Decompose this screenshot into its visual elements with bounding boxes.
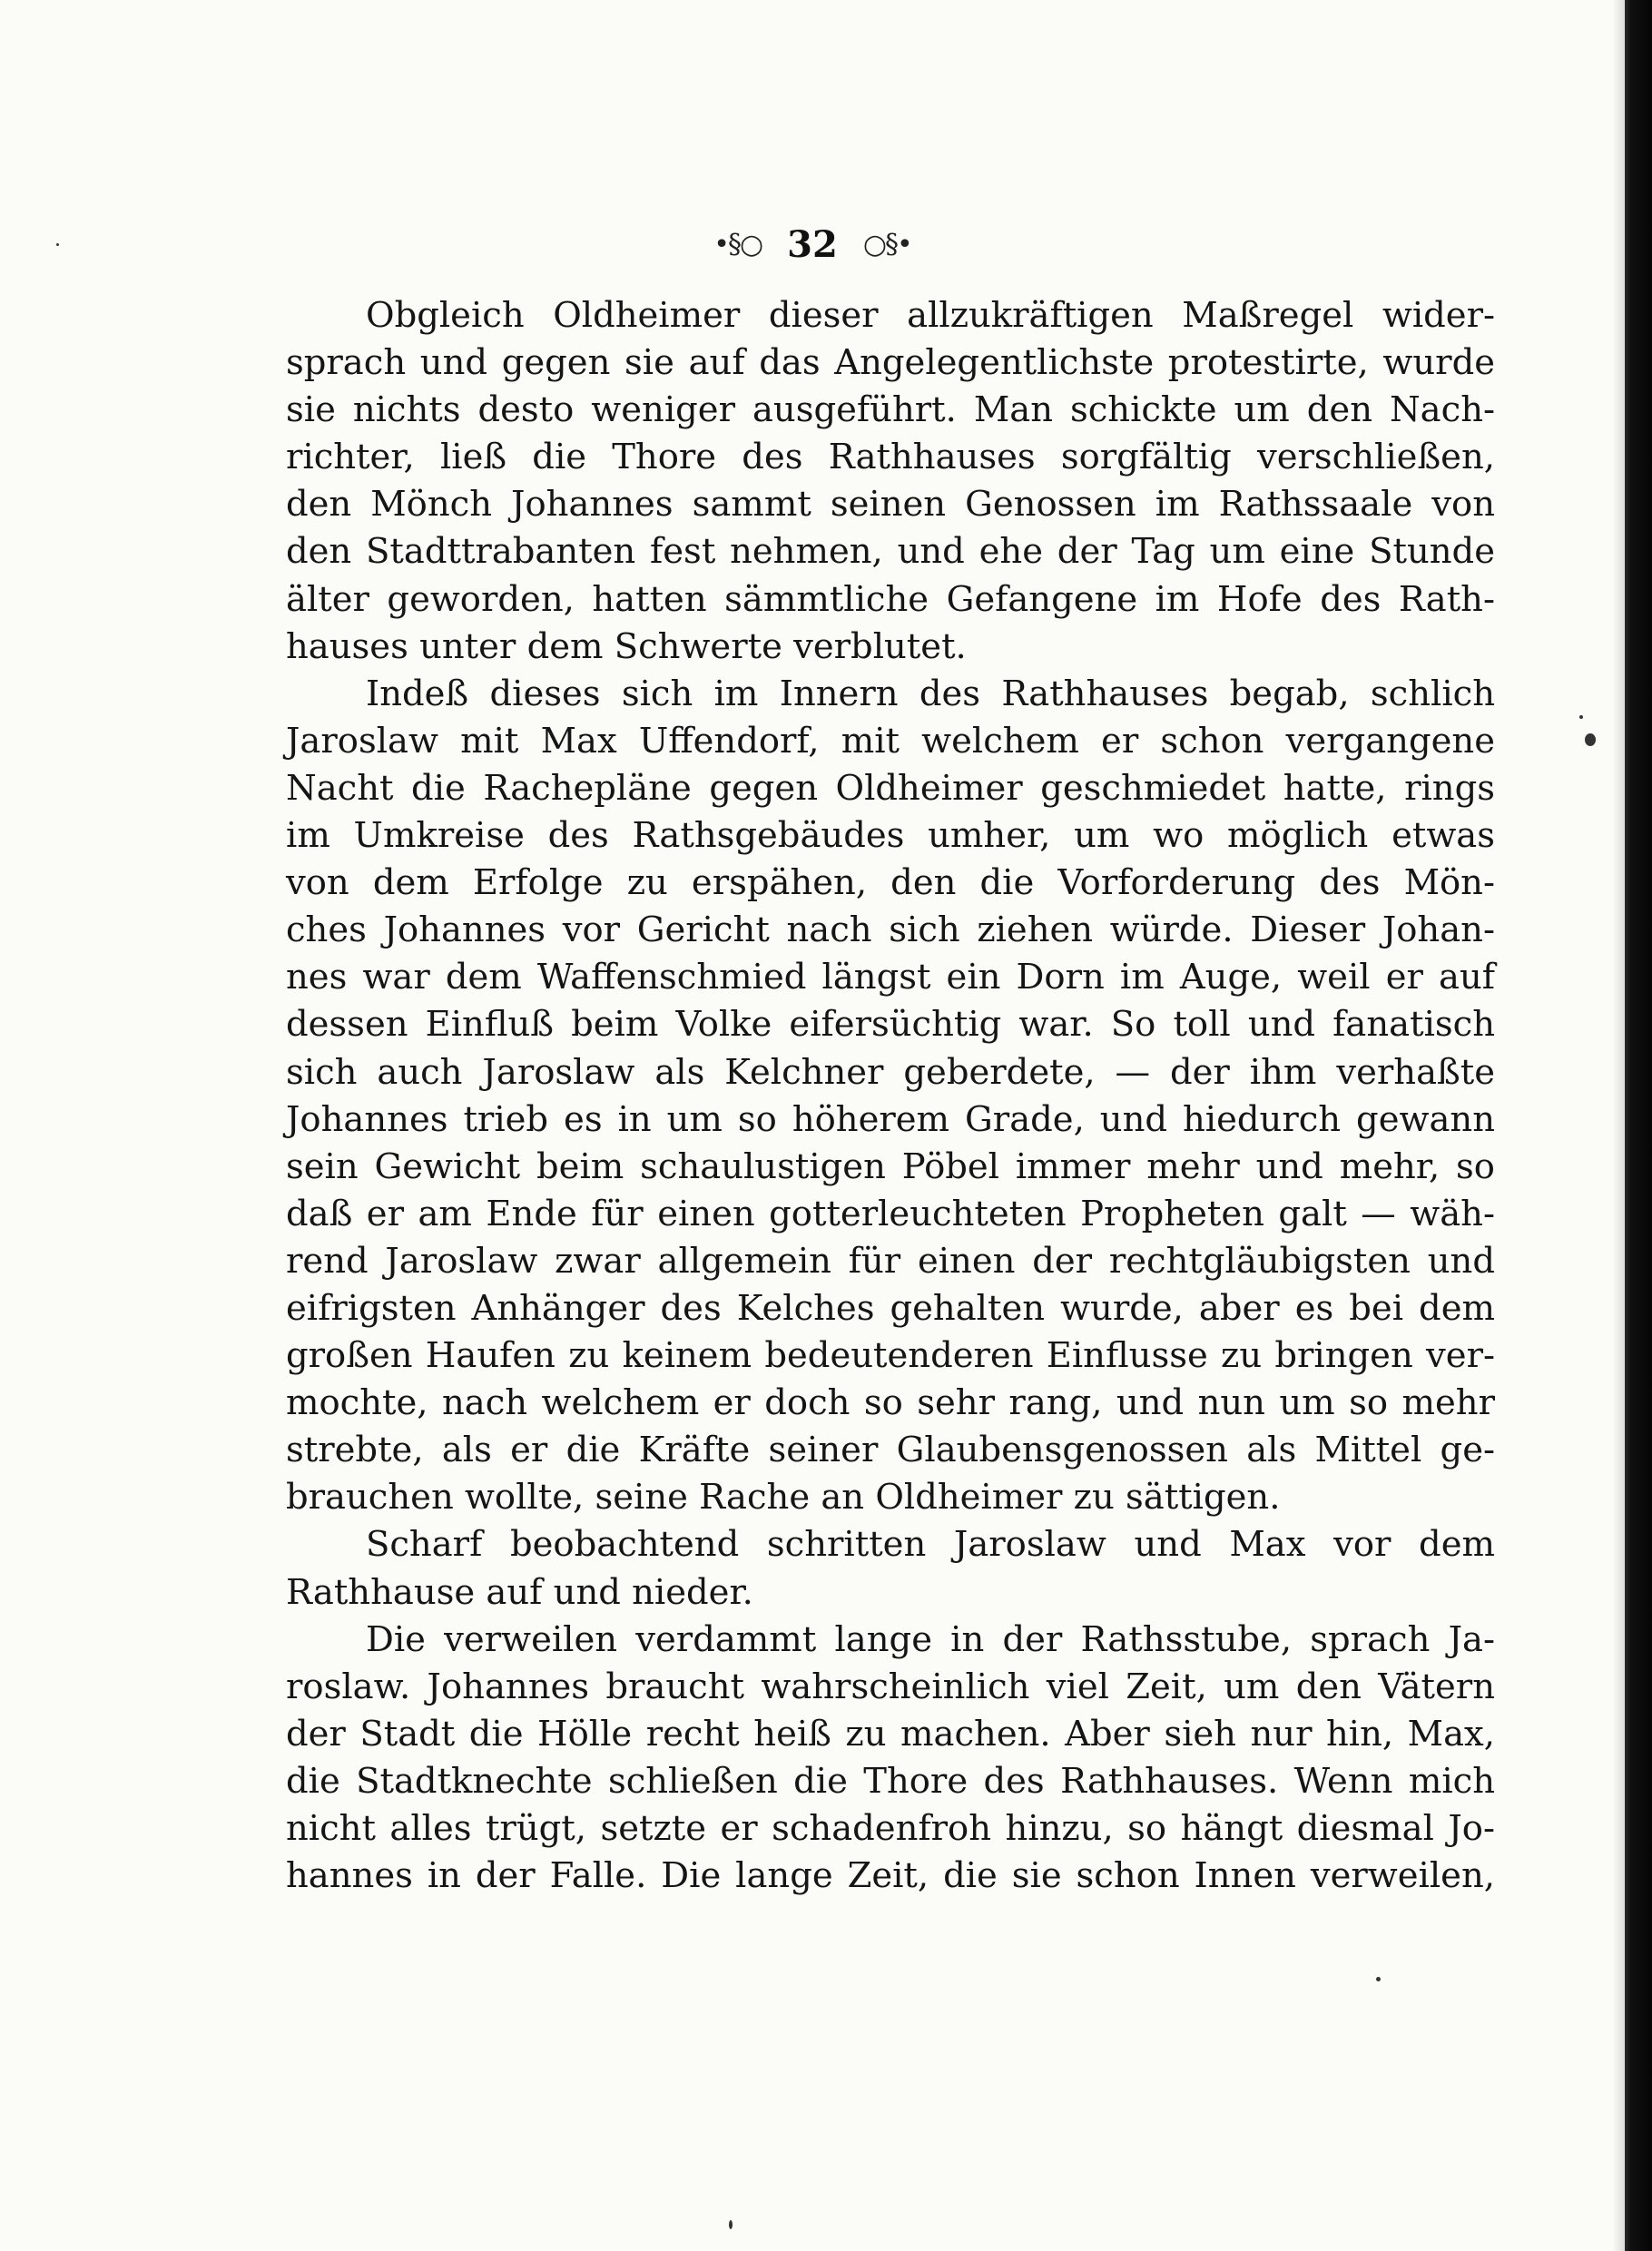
print-speck: [1579, 715, 1583, 719]
text-line: von dem Erfolge zu erspähen, den die Vorforderung des Mön-: [286, 862, 1495, 904]
text-line: ches Johannes vor Gericht nach sich ziehen würde. Dieser Johan-: [286, 909, 1495, 951]
text-line: nicht alles trügt, setzte er schadenfroh hinzu, so hängt diesmal Jo-: [286, 1808, 1495, 1849]
text-line: brauchen wollte, seine Rache an Oldheimer zu sättigen.: [286, 1477, 1281, 1519]
text-line: dessen Einfluß beim Volke eifersüchtig war. So toll und fanatisch: [286, 1004, 1495, 1046]
text-line: hannes in der Falle. Die lange Zeit, die sie schon Innen verweilen,: [286, 1855, 1495, 1897]
text-line: Johannes trieb es in um so höherem Grade, und hiedurch gewann: [286, 1098, 1495, 1140]
text-line: Jaroslaw mit Max Uffendorf, mit welchem er schon vergangene: [286, 720, 1495, 762]
ornament-left: •§○: [713, 228, 762, 260]
page-gutter-shadow: [1612, 0, 1625, 2251]
text-line: Die verweilen verdammt lange in der Rathsstube, sprach Ja-: [366, 1618, 1495, 1660]
scan-border: [1625, 0, 1652, 2251]
text-line: großen Haufen zu keinem bedeutenderen Einflusse zu bringen ver-: [286, 1335, 1495, 1377]
text-line: nes war dem Waffenschmied längst ein Dorn im Auge, weil er auf: [286, 957, 1495, 998]
text-line: der Stadt die Hölle recht heiß zu machen. Aber sieh nur hin, Max,: [286, 1713, 1495, 1755]
print-speck: [1376, 1977, 1381, 1981]
text-line: mochte, nach welchem er doch so sehr rang, und nun um so mehr: [286, 1382, 1495, 1424]
print-speck: [729, 2220, 733, 2229]
text-line: älter geworden, hatten sämmtliche Gefangene im Hofe des Rath-: [286, 578, 1495, 620]
text-line: hauses unter dem Schwerte verblutet.: [286, 625, 967, 667]
print-speck: [1585, 733, 1596, 746]
text-line: Rathhause auf und nieder.: [286, 1571, 753, 1613]
print-speck: [56, 243, 59, 246]
text-line: strebte, als er die Kräfte seiner Glaubensgenossen als Mittel ge-: [286, 1430, 1495, 1471]
text-line: Nacht die Rachepläne gegen Oldheimer geschmiedet hatte, rings: [286, 767, 1495, 809]
text-line: richter, ließ die Thore des Rathhauses sorgfältig verschließen,: [286, 437, 1495, 478]
text-line: im Umkreise des Rathsgebäudes umher, um wo möglich etwas: [286, 815, 1495, 857]
text-line: sie nichts desto weniger ausgeführt. Man schickte um den Nach-: [286, 389, 1495, 431]
text-line: daß er am Ende für einen gotterleuchteten Propheten galt — wäh-: [286, 1193, 1495, 1234]
text-line: Indeß dieses sich im Innern des Rathhauses begab, schlich: [366, 673, 1495, 714]
body-text: [286, 292, 1495, 1900]
text-line: rend Jaroslaw zwar allgemein für einen der rechtgläubigsten und: [286, 1240, 1495, 1282]
text-line: sein Gewicht beim schaulustigen Pöbel immer mehr und mehr, so: [286, 1145, 1495, 1187]
page-header: [0, 221, 1625, 267]
text-line: sich auch Jaroslaw als Kelchner geberdete, — der ihm verhaßte: [286, 1051, 1495, 1093]
ornament-right: ○§•: [862, 228, 911, 260]
text-line: Obgleich Oldheimer dieser allzukräftigen Maßregel wider-: [366, 295, 1495, 336]
text-line: den Stadttrabanten fest nehmen, und ehe der Tag um eine Stunde: [286, 531, 1495, 573]
page-number: 32: [787, 222, 838, 266]
text-line: sprach und gegen sie auf das Angelegentlichste protestirte, wurde: [286, 342, 1495, 384]
text-line: roslaw. Johannes braucht wahrscheinlich viel Zeit, um den Vätern: [286, 1666, 1495, 1707]
text-line: die Stadtknechte schließen die Thore des Rathhauses. Wenn mich: [286, 1760, 1495, 1802]
text-line: Scharf beobachtend schritten Jaroslaw und Max vor dem: [366, 1524, 1495, 1566]
text-line: den Mönch Johannes sammt seinen Genossen im Rathssaale von: [286, 484, 1495, 526]
text-line: eifrigsten Anhänger des Kelches gehalten wurde, aber es bei dem: [286, 1287, 1495, 1329]
